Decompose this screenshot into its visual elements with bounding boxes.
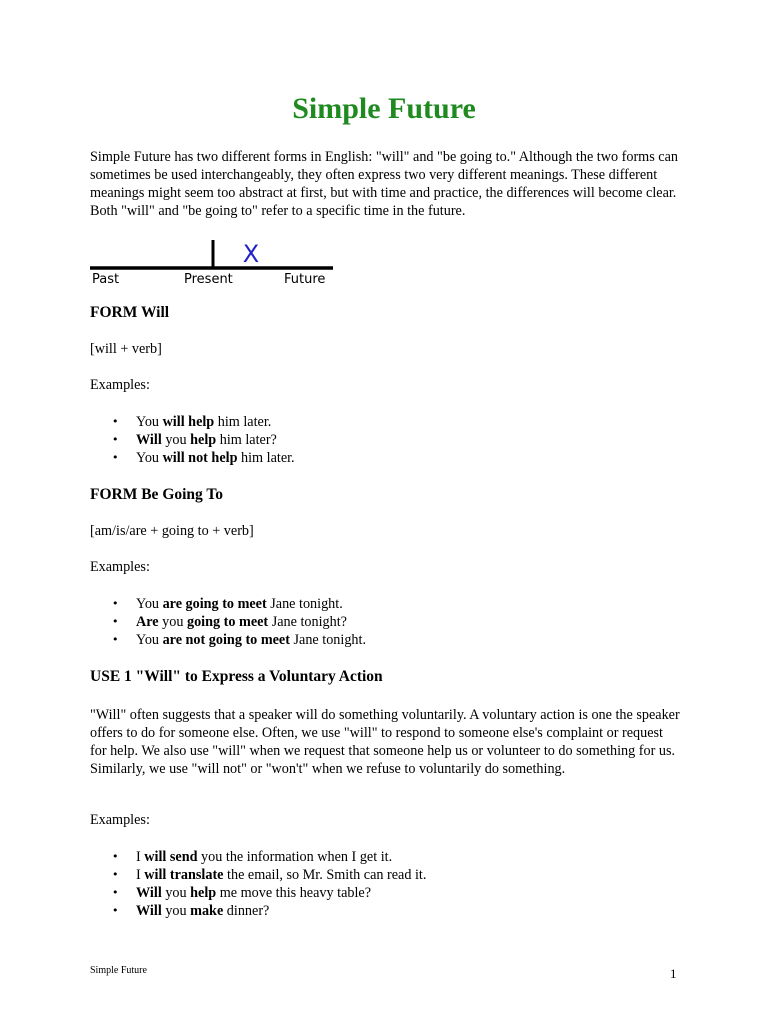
example-text: I	[136, 867, 145, 883]
page-number: 1	[670, 966, 677, 981]
form-will-examples	[90, 413, 295, 467]
example-item	[90, 449, 295, 467]
example-text: the email, so Mr. Smith can read it.	[223, 867, 427, 883]
example-item	[90, 413, 295, 431]
example-text: You	[136, 450, 163, 466]
example-verb-bold: are going to meet	[162, 596, 267, 612]
page-title: Simple Future	[292, 92, 476, 125]
intro-paragraph: Simple Future has two different forms in English: "will" and "be going to." Although the two forms can sometimes be used interchangeably, they often express two very different meanings. These different meanings might seem too abstract at first, but with time and practice, the differences will become clear. Both "will" and "be going to" refer to a specific time in the future.	[90, 149, 678, 219]
example-verb-bold: help	[190, 885, 217, 901]
form-will-heading: FORM Will	[90, 304, 170, 321]
example-text: Jane tonight.	[266, 596, 343, 612]
example-verb-bold: will not help	[162, 450, 238, 466]
use1-heading: USE 1 "Will" to Express a Voluntary Action	[90, 668, 383, 685]
example-verb-bold: going to meet	[186, 614, 269, 630]
form-will-formula: [will + verb]	[90, 341, 162, 357]
example-text: him later.	[214, 414, 272, 430]
example-verb-bold: will send	[144, 849, 198, 865]
example-verb-bold: Will	[136, 885, 162, 901]
example-verb-bold: Will	[136, 903, 162, 919]
timeline-diagram	[90, 236, 340, 288]
example-text: Jane tonight?	[268, 614, 347, 630]
example-text: you the information when I get it.	[197, 849, 393, 865]
example-text: you	[161, 432, 191, 448]
example-item	[90, 884, 426, 902]
form-going-examples	[90, 595, 366, 649]
example-item	[90, 431, 295, 449]
example-item	[90, 848, 426, 866]
example-verb-bold: are not going to meet	[162, 632, 290, 648]
future-marker: X	[242, 240, 260, 268]
example-text: You	[136, 632, 163, 648]
timeline-label-past: Past	[92, 272, 120, 287]
example-text: dinner?	[223, 903, 270, 919]
example-item	[90, 613, 366, 631]
form-will-examples-label: Examples:	[90, 377, 150, 393]
example-verb-bold: help	[190, 432, 217, 448]
form-going-formula: [am/is/are + going to + verb]	[90, 523, 254, 539]
example-text: I	[136, 849, 145, 865]
form-going-examples-label: Examples:	[90, 559, 150, 575]
timeline-label-future: Future	[284, 272, 326, 287]
form-going-heading: FORM Be Going To	[90, 486, 224, 503]
example-verb-bold: Will	[136, 432, 162, 448]
example-text: him later?	[216, 432, 277, 448]
timeline-label-present: Present	[184, 272, 233, 287]
example-text: you	[161, 903, 191, 919]
use1-examples	[90, 848, 426, 920]
example-item	[90, 631, 366, 649]
example-text: him later.	[237, 450, 295, 466]
example-text: you	[161, 885, 191, 901]
example-text: You	[136, 596, 163, 612]
example-item	[90, 595, 366, 613]
example-item	[90, 866, 426, 884]
example-text: you	[158, 614, 187, 630]
example-text: You	[136, 414, 163, 430]
example-text: Jane tonight.	[289, 632, 367, 648]
example-verb-bold: Are	[136, 614, 159, 630]
example-verb-bold: will translate	[144, 867, 224, 883]
example-verb-bold: will help	[162, 414, 215, 430]
example-text: me move this heavy table?	[216, 885, 372, 901]
example-item	[90, 902, 426, 920]
use1-examples-label: Examples:	[90, 812, 150, 828]
footer-title: Simple Future	[90, 965, 147, 976]
timeline-svg	[90, 236, 340, 288]
use1-paragraph: "Will" often suggests that a speaker will do something voluntarily. A voluntary action is one the speaker offers to do for someone else. Often, we use "will" to respond to someone else's complaint or request for help. We also use "will" when we request that someone help us or volunteer to do something for us. Similarly, we use "will not" or "won't" when we refuse to voluntarily do something.	[90, 707, 680, 777]
example-verb-bold: make	[190, 903, 224, 919]
